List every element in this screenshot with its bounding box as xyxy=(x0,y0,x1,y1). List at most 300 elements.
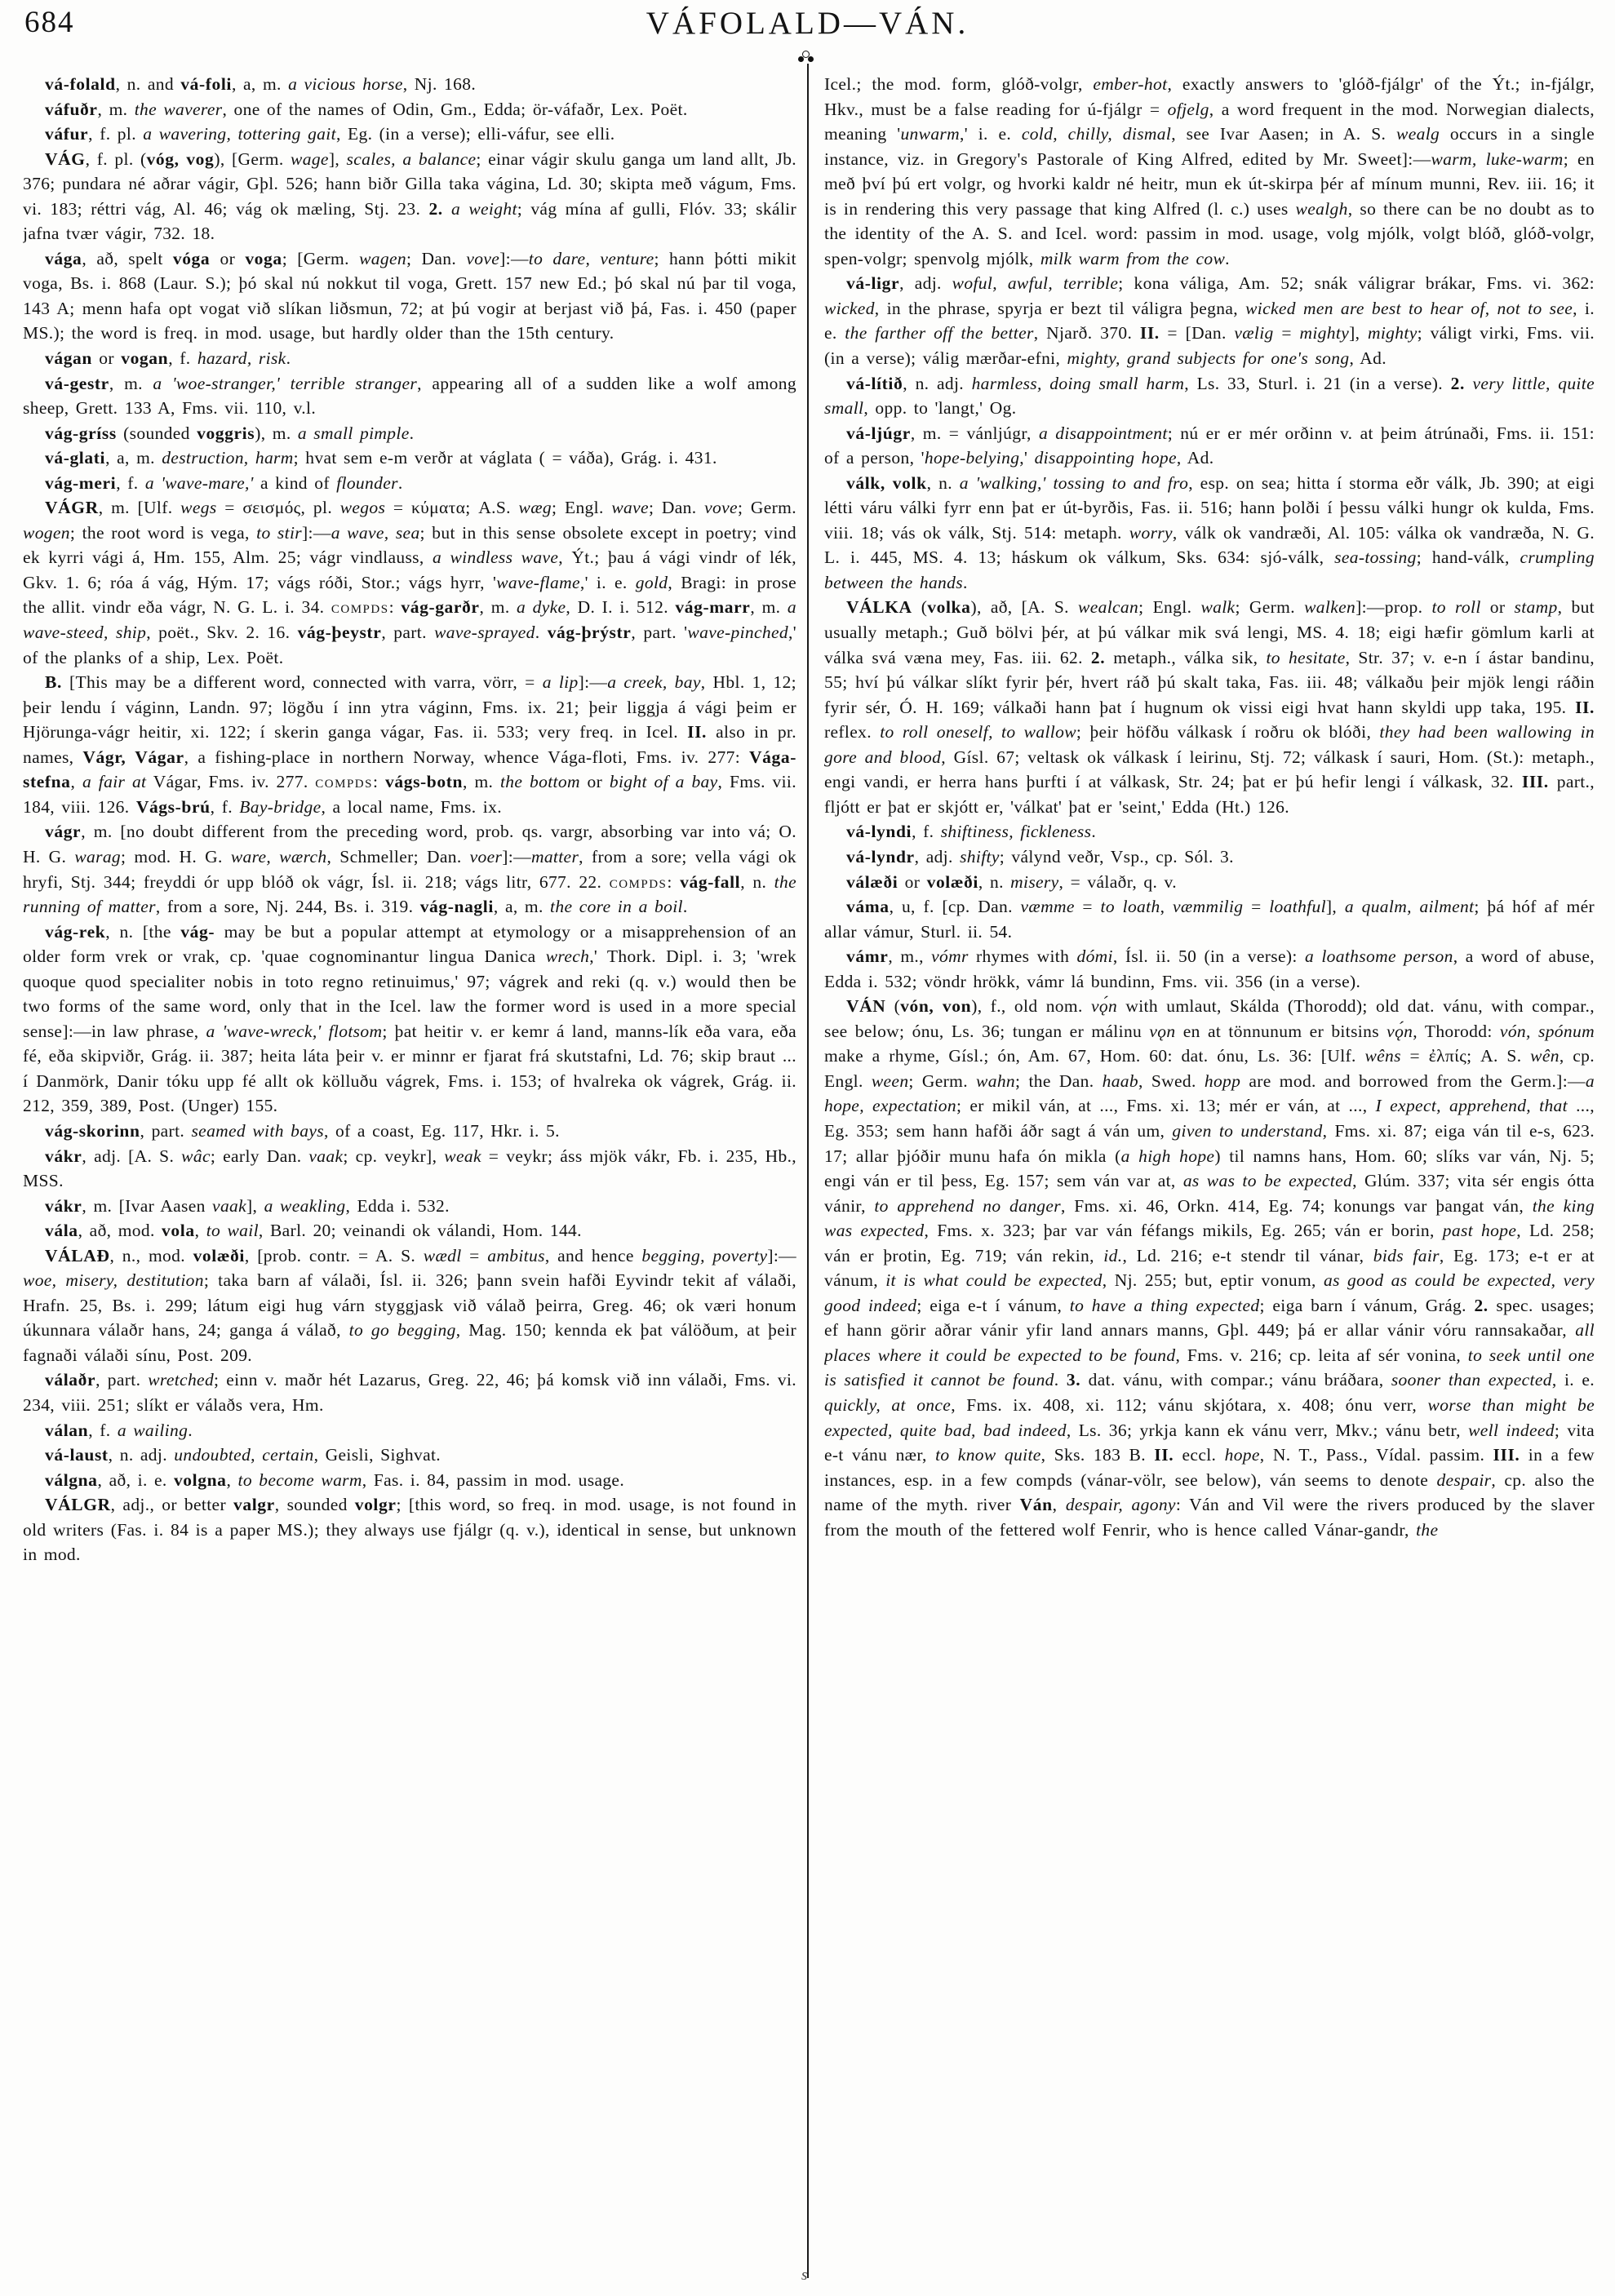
gloss-text: a fair at xyxy=(82,772,147,792)
gloss-text: matter xyxy=(530,846,579,867)
headword: vá-lyndr xyxy=(846,846,915,867)
gloss-text: a wavering, tottering gait xyxy=(143,124,336,144)
gloss-text: dómi xyxy=(1076,946,1113,967)
entry-text: part., fljótt er þat er skjótt er, 'válkat' þat er 'seint,' Edda (Ht.) 126. xyxy=(824,772,1595,817)
entry-text: or xyxy=(898,871,927,892)
gloss-text: a wailing xyxy=(117,1420,189,1440)
headword: II. xyxy=(1154,1445,1174,1465)
headword: vá-lyndi xyxy=(846,822,912,842)
headword: vágs-botn xyxy=(385,772,464,792)
gloss-text: walken xyxy=(1304,597,1356,618)
entry-text: = xyxy=(461,1245,488,1265)
headword: vág- xyxy=(180,921,215,942)
gloss-text: a weight xyxy=(451,198,517,219)
entry-text: ( xyxy=(912,597,928,618)
entry-text: , Ísl. ii. 50 (in a verse): xyxy=(1112,946,1305,967)
entry-text: may be but a popular attempt at etymology or a misapprehension of an older form vrek or vrak, cp. 'quae cognominantur lingua Danica xyxy=(23,921,796,967)
gloss-text: ambitus xyxy=(487,1245,545,1265)
headword: vá-ligr xyxy=(846,273,900,294)
gloss-text: hope-belying xyxy=(924,448,1020,468)
gloss-text: sea-tossing xyxy=(1334,547,1417,568)
gloss-text: crumpling between the hands xyxy=(824,547,1595,592)
dictionary-entry xyxy=(23,819,796,919)
entry-text: , i. e. xyxy=(1551,1370,1595,1390)
entry-text: , so there can be no doubt as to the identity of the A. S. and Icel. word: passim in mod. usage, volg mjólk, volgt blóð, glóð-volgr, spen-volgr; spenvolg mjólk, xyxy=(824,198,1595,268)
dictionary-entry xyxy=(824,894,1595,944)
entry-text: , Gísl. 67; veltask ok válkask í leirinu, Stj. 72; válkask í sauri, Hom. (St.): metaph., engi vandi, er herra hans þurfti í at válkask, Str. 24; þat er þú hefir lengi í válkask, 32. xyxy=(824,747,1595,792)
entry-text: dat. vánu, with compar.; vánu bráðara, xyxy=(1080,1370,1391,1390)
entry-text: , Fms. xi. 87; eiga ván til e-s, 623. 17; allar þjóðir munu hafa ón mikla ( xyxy=(824,1120,1595,1166)
gloss-text: wagen xyxy=(359,248,406,268)
entry-text: , Ad. xyxy=(1349,348,1387,369)
gloss-text: wogen xyxy=(23,522,70,543)
entry-text: , f. pl. ( xyxy=(85,148,147,169)
gloss-text: to apprehend no danger xyxy=(874,1195,1062,1216)
entry-text: , f. xyxy=(168,348,197,369)
headword: VÁGR xyxy=(45,498,99,518)
entry-text: : xyxy=(372,772,386,792)
entry-text: , m. xyxy=(750,597,788,618)
gloss-text: to go begging xyxy=(348,1320,456,1341)
gloss-text: wegs xyxy=(180,498,217,518)
entry-text: ..., Eg. 353; sem hann hafði áðr sagt á ván um, xyxy=(824,1096,1595,1141)
entry-text: = σεισμός, pl. xyxy=(216,498,340,518)
headword: vákr xyxy=(45,1195,82,1216)
entry-text: , cp. also the name of the myth. river xyxy=(824,1469,1595,1515)
left-column xyxy=(23,72,796,2288)
entry-text: ; einar vágir skulu ganga um land allt, Jb. 376; pundara né aðrar vágir, Gþl. 526; hann biðr Gilla taka vágina, Ld. 30; skipta með vágum, Fms. vi. 183; réttri vág, Al. 46; vág ok mæling, Stj. 23. xyxy=(23,148,796,219)
headword: válæði xyxy=(846,871,898,892)
headword: VÁLGR xyxy=(45,1495,111,1515)
entry-text: , part. xyxy=(140,1120,192,1141)
entry-text: ], xyxy=(328,148,347,169)
entry-text: = xyxy=(1243,897,1270,917)
entry-text: , exactly answers to 'glóð-fjálgr' of the Ýt.; in-fjálgr, Hkv., must be a false reading for ú-fjálgr = xyxy=(824,74,1595,119)
entry-text: ), f., old nom. xyxy=(971,996,1091,1017)
gloss-text: to have a thing expected xyxy=(1069,1295,1260,1315)
entry-text: ; hand-válk, xyxy=(1416,547,1520,568)
gloss-text: a weakling xyxy=(264,1195,346,1216)
entry-text: , válk ok vandræði, Al. 105: válka ok vandræða, N. G. L. i. 445, MS. 4. 13; háskum ok válkum, Sks. 634: sjó-válk, xyxy=(824,522,1595,568)
gloss-text: unwarm xyxy=(900,124,961,144)
headword: voggris xyxy=(197,423,255,443)
entry-text: ]:— xyxy=(767,1245,796,1265)
gloss-text: seamed with bays xyxy=(191,1120,324,1141)
entry-text: . xyxy=(682,897,688,917)
entry-text: , from a sore, Nj. 244, Bs. i. 319. xyxy=(155,897,420,917)
headword: válgna xyxy=(45,1469,98,1490)
entry-text: = xyxy=(1074,897,1101,917)
gloss-text: milk warm from the cow xyxy=(1040,248,1226,268)
entry-text: compds xyxy=(331,597,389,618)
entry-text: spec. usages; ef hann görir aðrar vánir yfir land annars manns, Gþl. 449; þá er allar vánir vóru rannsakaðar, xyxy=(824,1295,1595,1341)
headword: II. xyxy=(1575,697,1595,717)
dictionary-entry xyxy=(23,1468,796,1493)
gloss-text: vove xyxy=(466,248,500,268)
entry-text: ; the root word is vega, xyxy=(69,522,257,543)
gloss-text: a dyke xyxy=(517,597,566,618)
entry-text: reflex. xyxy=(824,722,881,742)
entry-text: , Glúm. 337; vita sér engis ótta vánir, xyxy=(824,1171,1595,1216)
gloss-text: vǫn xyxy=(1149,1021,1176,1041)
dictionary-entry xyxy=(23,1243,796,1368)
entry-text: , Swed. xyxy=(1138,1070,1205,1091)
dictionary-entry xyxy=(23,1492,796,1567)
entry-text: , Thorodd: xyxy=(1413,1021,1500,1041)
gloss-text: wahn xyxy=(976,1070,1016,1091)
entry-text: , að, spelt xyxy=(82,248,173,268)
headword: vág-nagli xyxy=(419,897,494,917)
gloss-text: shiftiness, fickleness xyxy=(940,822,1092,842)
entry-text: Icel.; the mod. form, glóð-volgr, xyxy=(824,74,1094,94)
entry-text: ; einn v. maðr hét Lazarus, Greg. 22, 46; þá komsk við inn válaði, Fms. vi. 234, viii. 251; slíkt er válaðs vera, Hm. xyxy=(23,1370,796,1415)
entry-text: compds xyxy=(609,871,668,892)
headword: volgna xyxy=(173,1469,227,1490)
entry-text: . xyxy=(1091,822,1097,842)
dictionary-entry xyxy=(23,1218,796,1243)
entry-text: ,' xyxy=(1019,448,1035,468)
entry-text: or xyxy=(210,248,246,268)
gloss-text: gold xyxy=(635,572,668,592)
entry-text: ], xyxy=(1325,897,1345,917)
entry-text: , a local name, Fms. ix. xyxy=(321,796,502,817)
entry-text: ), m. xyxy=(255,423,298,443)
gloss-text: a vicious horse xyxy=(288,74,403,94)
dictionary-entry xyxy=(23,147,796,246)
entry-text: , cp. Engl. xyxy=(824,1046,1595,1091)
headword: vág-skorinn xyxy=(45,1120,140,1141)
gloss-text: mighty xyxy=(1367,323,1418,344)
headword: 2. xyxy=(1090,647,1106,667)
entry-text: . xyxy=(1225,248,1230,268)
entry-text: , Ls. 36; yrkja kann ek vánu verr, Mkv.; vánu betr, xyxy=(1066,1420,1469,1440)
entry-text: , adj. [A. S. xyxy=(82,1146,182,1166)
dictionary-entry xyxy=(824,421,1595,471)
entry-text: ; eiga barn í vánum, Grág. xyxy=(1259,1295,1475,1315)
entry-text: in a few instances, esp. in a few compds (vánar-völr, see below), ván seems to denote xyxy=(824,1445,1595,1490)
entry-text: = [Dan. xyxy=(1159,323,1235,344)
gloss-text: warm, luke-warm xyxy=(1431,148,1564,169)
entry-text: ) til namns hans, Hom. 60; slíks var ván, Nj. 5; engi ván er til þess, Eg. 157; sem ván var at, xyxy=(824,1146,1595,1191)
headword: B. xyxy=(45,672,62,693)
gloss-text: cold, chilly, dismal xyxy=(1021,124,1172,144)
entry-text: , a, m. xyxy=(231,74,289,94)
headword: váfuðr xyxy=(45,99,98,119)
dictionary-entry xyxy=(23,495,796,670)
gloss-text: wave-sprayed xyxy=(434,623,535,643)
entry-text: ; Germ. xyxy=(908,1070,977,1091)
entry-text: , Eg. 173; e-t er at vánum, xyxy=(824,1245,1595,1291)
headword: III. xyxy=(1521,772,1549,792)
gloss-text: to know quite xyxy=(935,1445,1041,1465)
gloss-text: wên xyxy=(1530,1046,1560,1066)
headword: vág-þrýstr xyxy=(547,623,632,643)
dictionary-entry xyxy=(23,346,796,371)
headword: vá-glati xyxy=(45,448,106,468)
entry-text: , a fishing-place in northern Norway, whence Vága-floti, Fms. iv. 277: xyxy=(184,747,750,767)
entry-text: : xyxy=(388,597,402,618)
entry-text: ( xyxy=(885,996,901,1017)
headword: VÁG xyxy=(45,148,86,169)
entry-text: . xyxy=(962,572,968,592)
gloss-text: hopp xyxy=(1204,1070,1241,1091)
headword: vág-meri xyxy=(45,472,117,493)
entry-text: ; þeir höfðu válkask í roðru ok blóði, xyxy=(1076,722,1380,742)
entry-text: , m. = vánljúgr, xyxy=(910,423,1039,443)
headword: váfur xyxy=(45,124,89,144)
gloss-text: wrech xyxy=(545,946,590,967)
gloss-text: to hesitate xyxy=(1266,647,1346,667)
entry-text: , a word of abuse, Edda i. 532; vöndr hrökk, vámr lá bundinn, Fms. vii. 356 (in a verse). xyxy=(824,946,1595,991)
entry-text: , Fas. i. 84, passim in mod. usage. xyxy=(362,1469,625,1490)
gloss-text: it is what could be expected xyxy=(885,1270,1103,1291)
gloss-text: weak xyxy=(444,1146,481,1166)
headword: vág-gríss xyxy=(45,423,117,443)
entry-text: : xyxy=(667,871,681,892)
gloss-text: a wave, sea xyxy=(331,522,420,543)
gloss-text: haab xyxy=(1102,1070,1139,1091)
entry-text: ; kona váliga, Am. 52; snák váligrar brákar, Fms. vi. 362: xyxy=(1118,273,1595,294)
headword: II. xyxy=(1139,323,1160,344)
entry-text: = ἐλπίς; A. S. xyxy=(1400,1046,1531,1066)
entry-text: , and hence xyxy=(544,1245,642,1265)
entry-text: ; [this word, so freq. in mod. usage, is not found in old writers (Fas. i. 84 is a paper MS.); they always use fjálgr (q. v.), identical in sense, but unknown in mod. xyxy=(23,1495,796,1565)
gloss-text: the running of matter xyxy=(23,871,796,917)
dictionary-entry xyxy=(23,371,796,421)
gloss-text: hope xyxy=(1224,1445,1260,1465)
gloss-text: a disappointment xyxy=(1038,423,1168,443)
entry-text: , að, i. e. xyxy=(97,1469,174,1490)
entry-text: ; hann þótti mikit voga, Bs. i. 868 (Laur. S.); þó skal nú nokkut til voga, Grett. 157 new Ed.; þó skal nú þar til voga, 143 A; menn hafa opt vogat við slíkan liðsmun, 72; at þú vogir at berjast við þá, Fas. i. 450 (paper MS.); the word is freq. in mod. usage, but hardly older than the 15th century. xyxy=(23,248,796,344)
gloss-text: a hope, expectation xyxy=(824,1070,1595,1116)
entry-text: , xyxy=(194,1221,206,1241)
entry-text: , N. T., Pass., Vídal. passim. xyxy=(1259,1445,1493,1465)
gloss-text: harmless, doing small harm xyxy=(971,373,1185,393)
headword: vág-þeystr xyxy=(297,623,382,643)
entry-text: , one of the names of Odin, Gm., Edda; ör-váfaðr, Lex. Poët. xyxy=(222,99,688,119)
entry-text: , f. pl. xyxy=(88,124,144,144)
entry-text: , Bragi: in prose the allit. vindr eða vágr, N. G. L. i. 34. xyxy=(23,572,796,618)
right-column xyxy=(824,72,1595,2288)
gloss-text: vómr xyxy=(931,946,969,967)
gloss-text: the core in a boil xyxy=(550,897,683,917)
entry-text: ; er mikil ván, at ..., Fms. xi. 13; mér er ván, at ..., xyxy=(956,1096,1376,1116)
gloss-text: very little, quite small xyxy=(824,373,1595,419)
entry-text: , n. xyxy=(978,871,1011,892)
gloss-text: warag xyxy=(74,846,122,867)
headword: volgr xyxy=(354,1495,397,1515)
gloss-text: a wave-steed, ship xyxy=(23,597,796,643)
entry-text: ]:— xyxy=(502,846,531,867)
entry-text: compds xyxy=(315,772,373,792)
headword: válan xyxy=(45,1420,89,1440)
gloss-text: undoubted, certain xyxy=(174,1445,314,1465)
dictionary-entry xyxy=(23,1119,796,1144)
gloss-text: wâc xyxy=(181,1146,211,1166)
entry-text: ]:— xyxy=(302,522,331,543)
entry-text: , Sks. 183 B. xyxy=(1040,1445,1155,1465)
dictionary-entry xyxy=(23,920,796,1119)
headword: váma xyxy=(846,897,890,917)
gloss-text: ware, wærch xyxy=(230,846,327,867)
entry-text: ,' of the planks of a ship, Lex. Poët. xyxy=(23,623,796,667)
gloss-text: wegos xyxy=(339,498,386,518)
gloss-text: worry xyxy=(1129,522,1173,543)
headword: vágr xyxy=(45,822,82,842)
entry-text: , xyxy=(70,772,82,792)
column-divider xyxy=(807,64,809,2278)
gloss-text: the waverer xyxy=(134,99,223,119)
dictionary-entry xyxy=(824,994,1595,1542)
entry-text: ; vita e-t vánu nær, xyxy=(824,1420,1595,1465)
headword: vág-fall xyxy=(680,871,741,892)
entry-text: ; [Germ. xyxy=(282,248,360,268)
entry-text: ; þat heitir v. er kemr á land, manns-lík eða vara, eða fé, eða skipviðr, Grág. ii. 387; heita láta þeir v. er minnr er fjarat frá skutstafni, Ld. 76; skip braut ... í Danmörk, Danir tóku upp fé allt ok kölluðu vágrek, Fms. i. 153; of hvalreka ok vágrek, Grág. ii. 212, 359, 389, Post. (Unger) 155. xyxy=(23,1021,796,1116)
dictionary-entry xyxy=(824,595,1595,819)
entry-text: a kind of xyxy=(253,472,337,493)
entry-text: , a, m. xyxy=(105,448,162,468)
entry-text: ; Engl. xyxy=(1138,597,1201,618)
entry-text: ), að, [A. S. xyxy=(970,597,1079,618)
dictionary-entry xyxy=(824,944,1595,994)
dictionary-entry xyxy=(23,246,796,346)
entry-text: , m., xyxy=(888,946,932,967)
dictionary-entry xyxy=(824,870,1595,895)
gloss-text: wretched xyxy=(148,1370,215,1390)
gloss-text: a creek, bay xyxy=(607,672,701,693)
entry-text: ; þá hóf af mér allar vámur, Sturl. ii. 54. xyxy=(824,897,1595,942)
page-title: VÁFOLALD—VÁN. xyxy=(646,6,969,41)
entry-text: , part. xyxy=(95,1370,149,1390)
entry-text: , sounded xyxy=(274,1495,355,1515)
gloss-text: misery xyxy=(1010,871,1059,892)
entry-text: , m. xyxy=(479,597,517,618)
dictionary-entry xyxy=(23,1194,796,1219)
entry-text: ; taka barn af válaði, Ísl. ii. 326; þann svein hafði Eyvindr tekit af válaði, Hrafn. 25, Bs. i. 299; látum eigi hug várn styggjask við válað þeirra, Greg. 46; ok væri honum úkunnara válaðr hans, 24; ganga á válað, xyxy=(23,1270,796,1341)
gloss-text: ofjelg xyxy=(1167,99,1209,119)
entry-text: , Ad. xyxy=(1176,448,1214,468)
dictionary-entry xyxy=(23,1443,796,1468)
gloss-text: to roll xyxy=(1431,597,1481,618)
gloss-text: to stir xyxy=(256,522,302,543)
entry-text: ; Germ. xyxy=(1235,597,1305,618)
page-number: 684 xyxy=(24,6,75,39)
gloss-text: the xyxy=(1416,1519,1439,1540)
entry-text: , of a coast, Eg. 117, Hkr. i. 5. xyxy=(323,1120,560,1141)
entry-text: ; válynd veðr, Vsp., cp. Sól. 3. xyxy=(999,846,1234,867)
entry-text: , Schmeller; Dan. xyxy=(326,846,470,867)
entry-text: ], xyxy=(246,1195,264,1216)
headword: vá-ljúgr xyxy=(846,423,911,443)
gloss-text: wicked xyxy=(824,298,875,318)
entry-text: , from a sore; vella vági ok hryfi, Stj. 344; freyddi ór upp blóð ok vágr, Ísl. ii. 218; vágs litr, 677. 22. xyxy=(23,846,796,892)
entry-text: Vágar, Fms. iv. 277. xyxy=(146,772,316,792)
entry-text: en at tönnunum er bitsins xyxy=(1175,1021,1387,1041)
dictionary-entry xyxy=(23,1367,796,1417)
entry-text: ; Dan. xyxy=(406,248,467,268)
headword: vág-marr xyxy=(675,597,751,618)
gloss-text: wave-flame xyxy=(496,572,580,592)
entry-text: , m. [Ivar Aasen xyxy=(82,1195,213,1216)
entry-text: , Njarð. 370. xyxy=(1033,323,1140,344)
gloss-text: to wail xyxy=(206,1221,259,1241)
entry-text: , a word frequent in the mod. Norwegian dialects, meaning ' xyxy=(824,99,1595,144)
headword: vága xyxy=(45,248,82,268)
gloss-text: a 'wave-mare,' xyxy=(144,472,254,493)
entry-text: , Nj. 168. xyxy=(402,74,477,94)
headword: 2. xyxy=(428,198,443,219)
gloss-text: a high hope xyxy=(1120,1146,1215,1166)
gloss-text: a loathsome person xyxy=(1304,946,1453,967)
entry-text: , Ls. 33, Sturl. i. 21 (in a verse). xyxy=(1184,373,1451,393)
headword: vá-lítið xyxy=(846,373,903,393)
gloss-text: id. xyxy=(1103,1245,1123,1265)
headword: VÁLKA xyxy=(846,597,912,618)
gloss-text: to roll oneself, to wallow xyxy=(880,722,1076,742)
dictionary-entry xyxy=(824,844,1595,870)
entry-text xyxy=(443,199,451,219)
gloss-text: the farther off the better xyxy=(845,323,1034,344)
entry-text: , Str. 37; v. e-n í ástar bandinu, 55; hví þú válkar slíkt fyrir þér, hvert ráð þú skalt taka, Fas. iii. 48; válkaðu þeir mjök lengi ráðin fyrir sér, Ó. H. 169; válkaði hann þat í hugnum ok vissi eigi hvat hann skyldi upp taka, 195. xyxy=(824,647,1595,717)
entry-text: ; nú er er mér orðinn v. at þeim átrúnaði, Fms. ii. 151: of a person, ' xyxy=(824,423,1595,468)
dictionary-entry xyxy=(23,122,796,147)
headword: válaðr xyxy=(45,1370,96,1390)
gloss-text: all places where it could be expected to be found xyxy=(824,1320,1595,1365)
gloss-text: ween xyxy=(871,1070,909,1091)
headword: Vágr, Vágar xyxy=(82,747,184,767)
gloss-text: worse than might be expected, quite bad, bad indeed xyxy=(824,1394,1595,1440)
headword: II. xyxy=(687,722,708,742)
entry-text: , see Ivar Aasen; in A. S. xyxy=(1171,124,1397,144)
headword: vág-garðr xyxy=(401,597,480,618)
gloss-text: a windless wave xyxy=(432,547,559,568)
entry-text: , Hbl. 1, 12; þeir lendu í váginn, Landn. 97; lögðu í inn ytra váginn, Fms. ix. 21; þeir liggja á vági þeim er Hjörunga-vágr heitir, xi. 122; í skerin ganga vágar, Fas. ii. 533; very freq. in Icel. xyxy=(23,672,796,742)
dictionary-entry xyxy=(824,371,1595,421)
entry-text: ; but in this sense obsolete except in poetry; vind ek kyrri vági á, Hm. 155, Alm. 25; vágr vindlauss, xyxy=(23,522,796,568)
entry-text: , Edda i. 532. xyxy=(345,1195,450,1216)
entry-text: , m. xyxy=(463,772,500,792)
entry-text: eccl. xyxy=(1174,1445,1225,1465)
entry-text: , f. xyxy=(912,822,941,842)
gloss-text: vælig xyxy=(1234,323,1274,344)
headword: válk, volk xyxy=(846,472,927,493)
gloss-text: vaak xyxy=(308,1146,344,1166)
entry-text: , n., mod. xyxy=(109,1245,193,1265)
entry-text: , f. xyxy=(88,1420,118,1440)
entry-text: or xyxy=(1480,597,1515,618)
entry-text: ; mod. H. G. xyxy=(121,846,231,867)
gloss-text: woful, awful, terrible xyxy=(952,273,1119,294)
entry-text: , m. xyxy=(97,99,135,119)
entry-text: = κύματα; A.S. xyxy=(385,498,519,518)
gloss-text: they had been wallowing in gore and blood xyxy=(824,722,1595,767)
gloss-text: destruction, harm xyxy=(162,448,294,468)
gloss-text: begging, poverty xyxy=(641,1245,768,1265)
entry-text: , xyxy=(226,1469,238,1490)
gloss-text: the king was expected xyxy=(824,1195,1595,1241)
entry-text: , adj. xyxy=(899,273,952,294)
divider-ornament-icon xyxy=(802,51,810,58)
entry-text: ; Engl. xyxy=(552,498,612,518)
entry-text: , D. I. i. 512. xyxy=(566,597,676,618)
entry-text: ]:—prop. xyxy=(1355,597,1432,618)
entry-text: , f. xyxy=(116,472,145,493)
headword: valgr xyxy=(233,1495,275,1515)
gloss-text: hazard, risk xyxy=(197,348,286,369)
gloss-text: mighty xyxy=(1299,323,1350,344)
entry-text: , m. [no doubt different from the preceding word, prob. qs. vargr, absorbing var into vá; O. H. G. xyxy=(23,822,796,867)
gloss-text: wêns xyxy=(1364,1046,1401,1066)
